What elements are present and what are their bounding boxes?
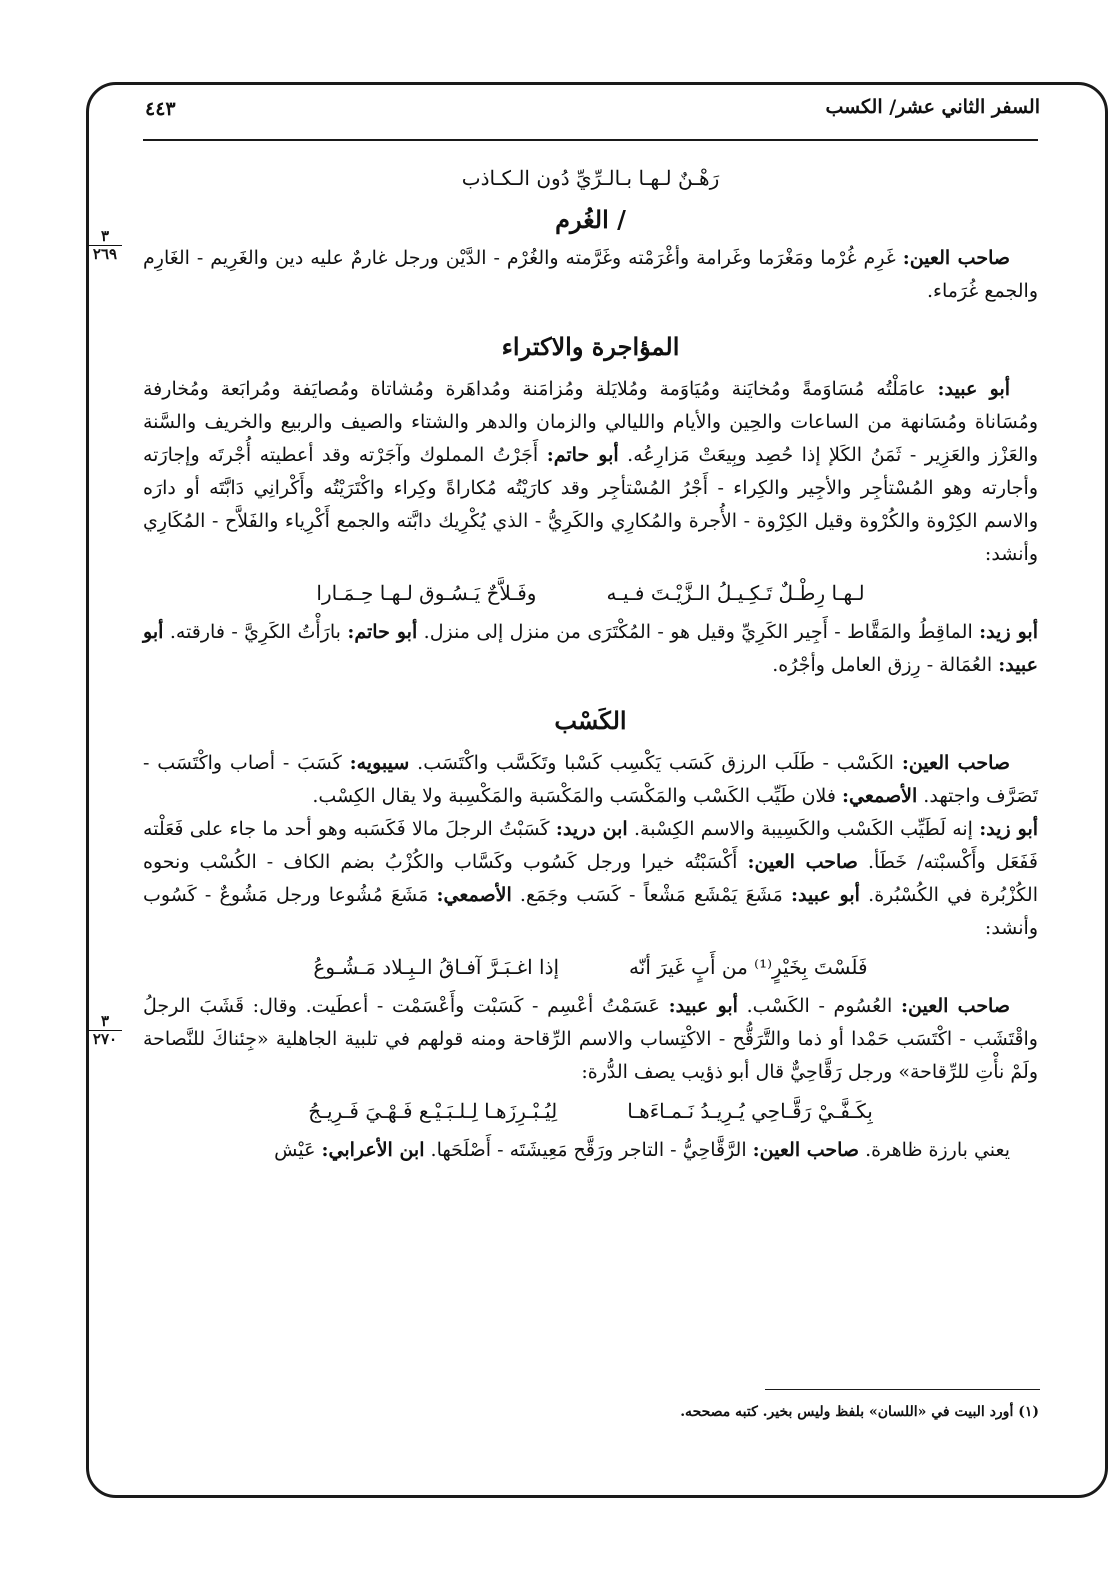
- verse-kasb-1: [143, 951, 1038, 984]
- verse-hemistich: وفَـلاَّحٌ يَـسُـوق لـهـا حِـمَـارا: [316, 581, 537, 605]
- footnote-rule: [765, 1389, 1040, 1390]
- paragraph-text: يعني بارزة ظاهرة.: [859, 1139, 1010, 1161]
- heading-ghurm: / الغُرم: [555, 205, 626, 234]
- authority: أبو زيد:: [979, 621, 1039, 643]
- margin-ref-bottom: ٢٧٠: [92, 1030, 118, 1048]
- paragraph-text: بارَأْتُ الكَرِيَّ - فارقته.: [163, 621, 348, 643]
- authority: صاحب العين:: [902, 247, 1010, 269]
- page-number: ٤٤٣: [145, 98, 176, 120]
- paragraph-kasb-1: [143, 747, 1038, 813]
- verse-hemistich: رَهْـنٌ لـهـا بـالـرِّيِّ دُون الـكـاذب: [461, 166, 720, 190]
- header-rule: [143, 139, 1038, 141]
- verse-hemistich: لِيُـبْـرِزَهـا لِـلـبَـيْـع فَـهْـيَ فَـرِيـجُ: [308, 1099, 558, 1123]
- paragraph-text: الكَسْب - طَلَب الرزق كَسَب يَكْسِب كَسْبا وتَكَسَّب واكْتَسَب.: [409, 752, 902, 774]
- paragraph-text: عامَلْتُه مُسَاوَمةً ومُخايَنة ومُيَاوَمة ومُلايَلة ومُزامَنة ومُداهَرة ومُشاتاة ومُصايَفة ومُرابَعة ومُخارفة ومُسَاناة ومُسَانهة من الساعات والحِين والأيام والليالي والزمان والدهر والشتاء والصيف والربيع والخريف والسَّنة والعَزْز والعَزِير - ثَمَنُ الكَلإ إذا حُصِد وبِيعَتْ مَزارِعُه.: [143, 378, 1039, 466]
- paragraph-text: كَسَبْتُ الرجلَ مالا فَكَسَبه وهو أحد ما جاء على فَعَلْته فَفَعَل وأَكْسبْته/ خَطَأ.: [143, 818, 1038, 873]
- main-text: [143, 156, 1038, 1167]
- authority: صاحب العين:: [747, 851, 858, 873]
- heading-muajara: المؤاجرة والاكتراء: [501, 332, 680, 361]
- authority: ابن الأعرابي:: [321, 1139, 425, 1161]
- authority: صاحب العين:: [901, 752, 1010, 774]
- paragraph-text: الماقِطُ والمَقَّاط - أَجِير الكَرِيِّ وقيل هو - المُكْتَرَى من منزل إلى منزل.: [417, 621, 980, 643]
- margin-ref-bottom: ٢٦٩: [92, 245, 118, 263]
- paragraph-text: كَسَبَ - أصاب واكْتَسَب - تَصَرَّف واجتهد.: [143, 752, 1038, 807]
- authority: أبو عبيد:: [790, 884, 860, 906]
- running-head: السفر الثاني عشر/ الكسب: [825, 96, 1040, 118]
- verse-hemistich: فَلَسْتَ بِخَيْرٍ⁽¹⁾ من أَبٍ غَيرَ أنّه: [629, 955, 868, 979]
- paragraph-kasb-4: [143, 1134, 1038, 1167]
- verse-kasb-2: [143, 1095, 1038, 1128]
- authority: أبو عبيد:: [668, 995, 738, 1017]
- paragraph-text: مَشَعَ مُشُوعا ورجل مَشُوعٌ - كَسُوب وأنشد:: [143, 884, 1038, 939]
- footnote: (١) أورد البيت في «اللسان» بلفظ وليس بخير. كتبه مصححه.: [680, 1404, 1039, 1420]
- paragraph-text: الرَّقَّاحِيُّ - التاجر ورَقَّح مَعِيشَتَه - أَصْلَحَها.: [424, 1139, 753, 1161]
- paragraph-kasb-2: [143, 813, 1038, 945]
- paragraph-ghurm: [143, 242, 1038, 308]
- verse-intro: [143, 162, 1038, 195]
- paragraph-text: العُسُوم - الكَسْب.: [737, 995, 901, 1017]
- authority: سيبويه:: [349, 752, 410, 774]
- authority: الأصمعي:: [842, 785, 918, 807]
- authority: ابن دريد:: [555, 818, 628, 840]
- margin-ref-top: ٣: [88, 1013, 122, 1031]
- page-header: [145, 96, 1040, 130]
- heading-kasb: الكَسْب: [554, 706, 627, 735]
- paragraph-text: العُمَالة - رِزق العامل وأجْرُه.: [772, 654, 999, 676]
- paragraph-text: مَشَعَ يَمْشَع مَشْعاً - كَسَب وجَمَع.: [511, 884, 791, 906]
- margin-ref-1: [88, 228, 122, 263]
- authority: صاحب العين:: [752, 1139, 860, 1161]
- paragraph-kasb-3: [143, 990, 1038, 1089]
- paragraph-text: غَرِم غُرْما ومَغْرَما وغَرامة وأغْرَمْته وغَرَّمته والغُرْم - الدَّيْن ورجل غارمٌ عليه دين والغَرِيم - الغَارِم والجمع غُرَماء.: [143, 247, 1038, 302]
- paragraph-text: أَجَرْتُ المملوك وآجَرْته وقد أعطيته أُجْرتَه وإجارَته وأجارته وهو المُسْتأجِر والأجِير والكِراء - أَجْرُ المُسْتأجِر وقد كارَيْتُه مُكاراةً وكِراء واكْتَرَيْتُه وأَكْرانِي دَابَّتَه أو دارَه والاسم الكِرْوة والكُرْوة وقيل الكِرْوة - الأُجرة والمُكارِي والكَرِيُّ - الذي يُكْرِيك دابَّته والجمع أَكْرِياء والفَلاَّح - المُكَارِي وأنشد:: [143, 444, 1038, 565]
- margin-ref-2: [88, 1013, 122, 1048]
- verse-hemistich: لـهـا رِطْـلٌ تَـكِـيـلُ الـزَّيْـتَ فـيـه: [606, 581, 865, 605]
- paragraph-text: إنه لَطَيِّب الكَسْب والكَسِيبة والاسم الكِسْبة.: [627, 818, 980, 840]
- paragraph-text: عَسَمْتُ أعْسِم - كَسَبْت وأَعْسَمْت - أعطَيت. وقال: قَشَبَ الرجلُ واقْتَشَب - اكْتَسَب حَمْدا أو ذما والتَّرَقُّح - الاكْتِساب والاسم الرِّقاحة ومنه قولهم في تلبية الجاهلية «جِئناكَ للنَّصاحة ولَمْ نأْتِ للرِّقاحة» ورجل رَقَّاحِيٌّ قال أبو ذؤيب يصف الدُّرة:: [143, 995, 1038, 1083]
- paragraph-text: فلان طَيِّب الكَسْب والمَكْسَب والمَكْسَبة والمَكْسِبة ولا يقال الكِسْب.: [312, 785, 843, 807]
- paragraph-muajara-2: [143, 616, 1038, 682]
- paragraph-text: عَيْش: [274, 1139, 322, 1161]
- authority: أبو عبيد:: [937, 378, 1011, 400]
- authority: أبو زيد:: [979, 818, 1039, 840]
- authority: أبو حاتم:: [347, 621, 418, 643]
- verse-hemistich: بِكَـفَّـيْ رَقَّـاحِي يُـرِيـدُ نَـمـاءَهـا: [627, 1099, 873, 1123]
- authority: الأصمعي:: [436, 884, 512, 906]
- verse-muajara: [143, 577, 1038, 610]
- verse-hemistich: إذا اغـبَـرَّ آفـاقُ الـبِـلاد مَـشُـوعُ: [313, 955, 560, 979]
- authority: أبو عبيد:: [143, 621, 1038, 676]
- paragraph-muajara-1: [143, 373, 1038, 571]
- authority: صاحب العين:: [900, 995, 1010, 1017]
- margin-ref-top: ٣: [88, 228, 122, 246]
- paragraph-text: أَكْسَبْتُه خيرا ورجل كَسُوب وكَسَّاب والكُزْبُ بضم الكاف - الكُسْب ونحوه الكُزْبُرة في الكُسْبُرة.: [143, 851, 1038, 906]
- authority: أبو حاتم:: [546, 444, 619, 466]
